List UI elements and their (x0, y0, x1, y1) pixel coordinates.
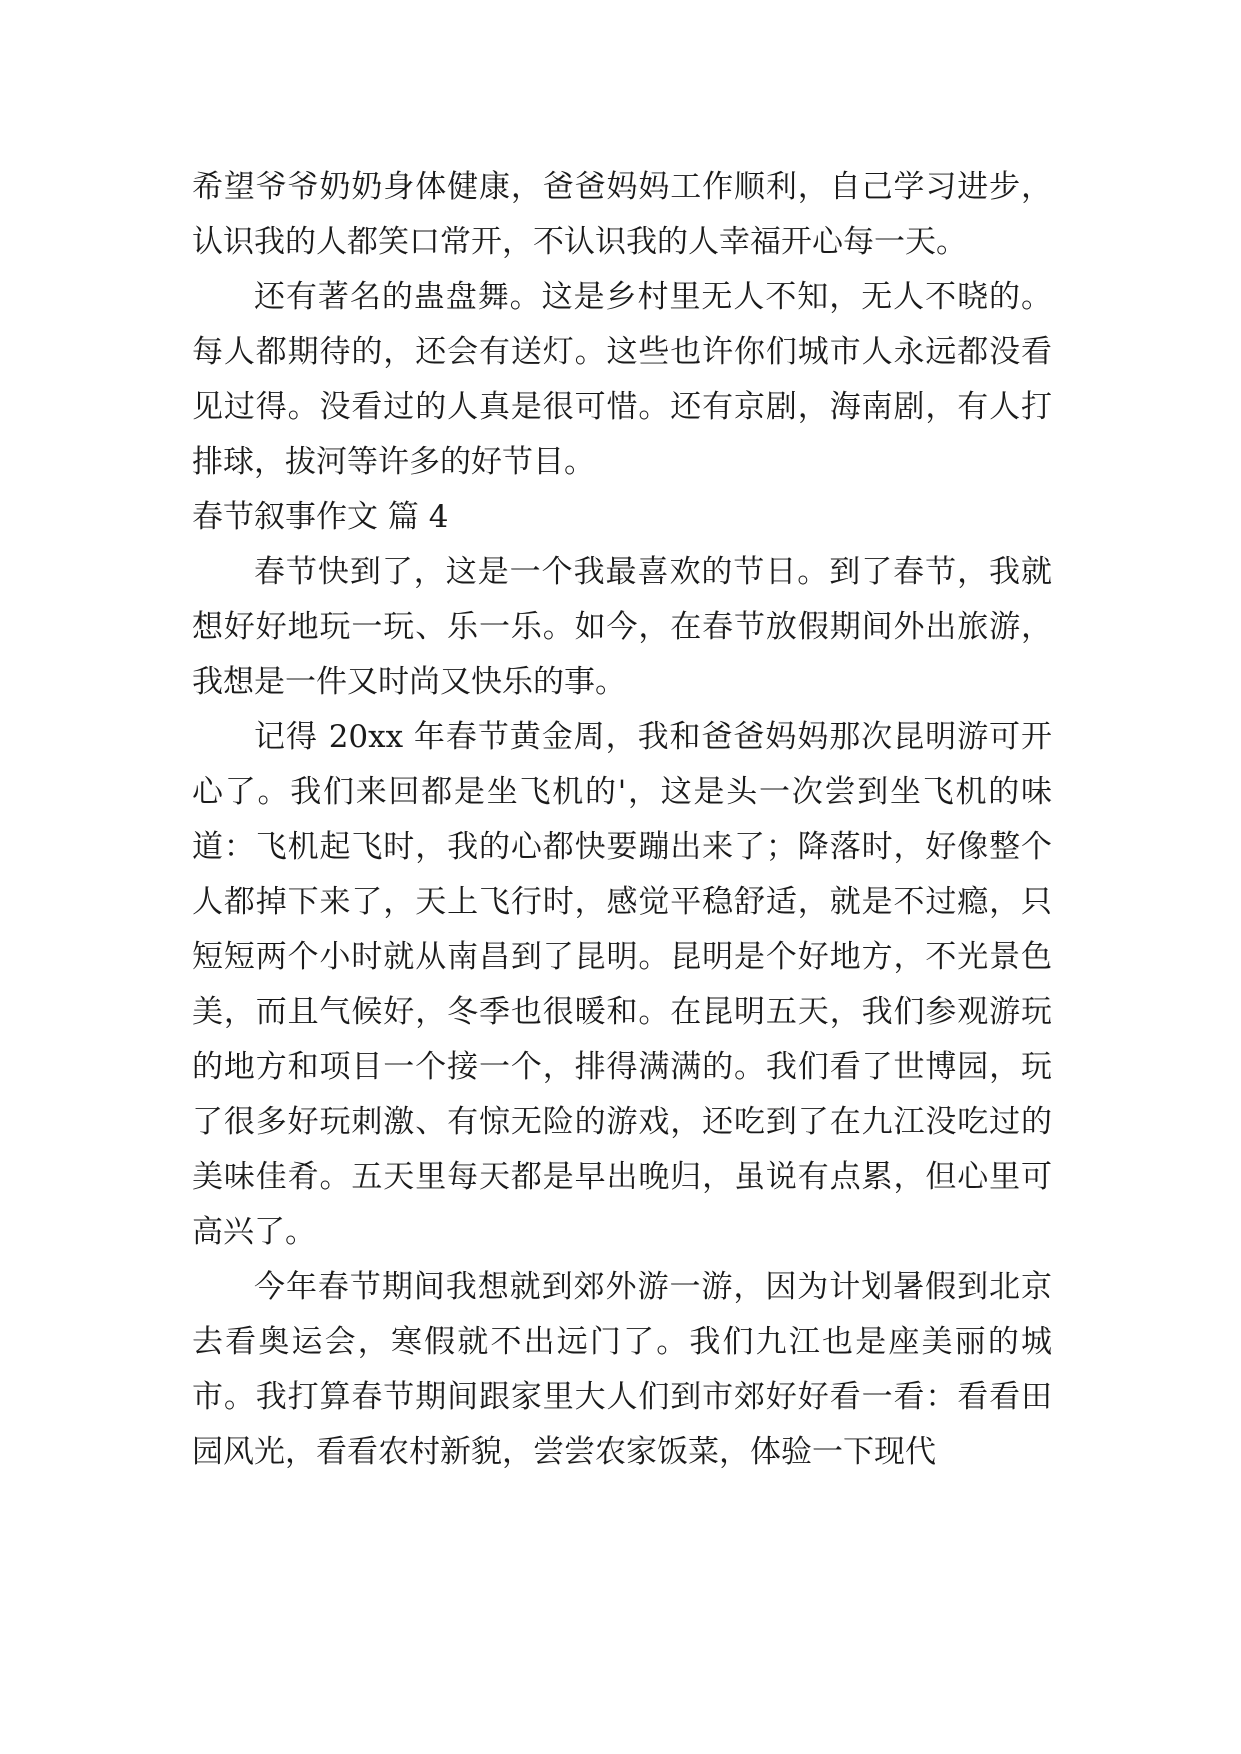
document-body (192, 160, 1052, 1480)
paragraph-kunming-trip: 记得 20xx 年春节黄金周，我和爸爸妈妈那次昆明游可开心了。我们来回都是坐飞机的'，这是头一次尝到坐飞机的味道：飞机起飞时，我的心都快要蹦出来了；降落时，好像整个人都掉下来了，天上飞行时，感觉平稳舒适，就是不过瘾，只短短两个小时就从南昌到了昆明。昆明是个好地方，不光景色美，而且气候好，冬季也很暖和。在昆明五天，我们参观游玩的地方和项目一个接一个，排得满满的。我们看了世博园，玩了很多好玩刺激、有惊无险的游戏，还吃到了在九江没吃过的美味佳肴。五天里每天都是早出晚归，虽说有点累，但心里可高兴了。 (192, 719, 1052, 1250)
paragraph-plan: 今年春节期间我想就到郊外游一游，因为计划暑假到北京去看奥运会，寒假就不出远门了。我们九江也是座美丽的城市。我打算春节期间跟家里大人们到市郊好好看一看：看看田园风光，看看农村新貌，尝尝农家饭菜，体验一下现代 (192, 1269, 1052, 1470)
paragraph-dance: 还有著名的蛊盘舞。这是乡村里无人不知，无人不晓的。每人都期待的，还会有送灯。这些也许你们城市人永远都没看见过得。没看过的人真是很可惜。还有京剧，海南剧，有人打排球，拔河等许多的好节目。 (192, 279, 1052, 480)
paragraph-continuation: 希望爷爷奶奶身体健康，爸爸妈妈工作顺利，自己学习进步，认识我的人都笑口常开，不认识我的人幸福开心每一天。 (192, 169, 1052, 260)
paragraph-intro: 春节快到了，这是一个我最喜欢的节日。到了春节，我就想好好地玩一玩、乐一乐。如今，在春节放假期间外出旅游，我想是一件又时尚又快乐的事。 (192, 554, 1052, 700)
section-heading: 春节叙事作文 篇 4 (192, 499, 449, 535)
